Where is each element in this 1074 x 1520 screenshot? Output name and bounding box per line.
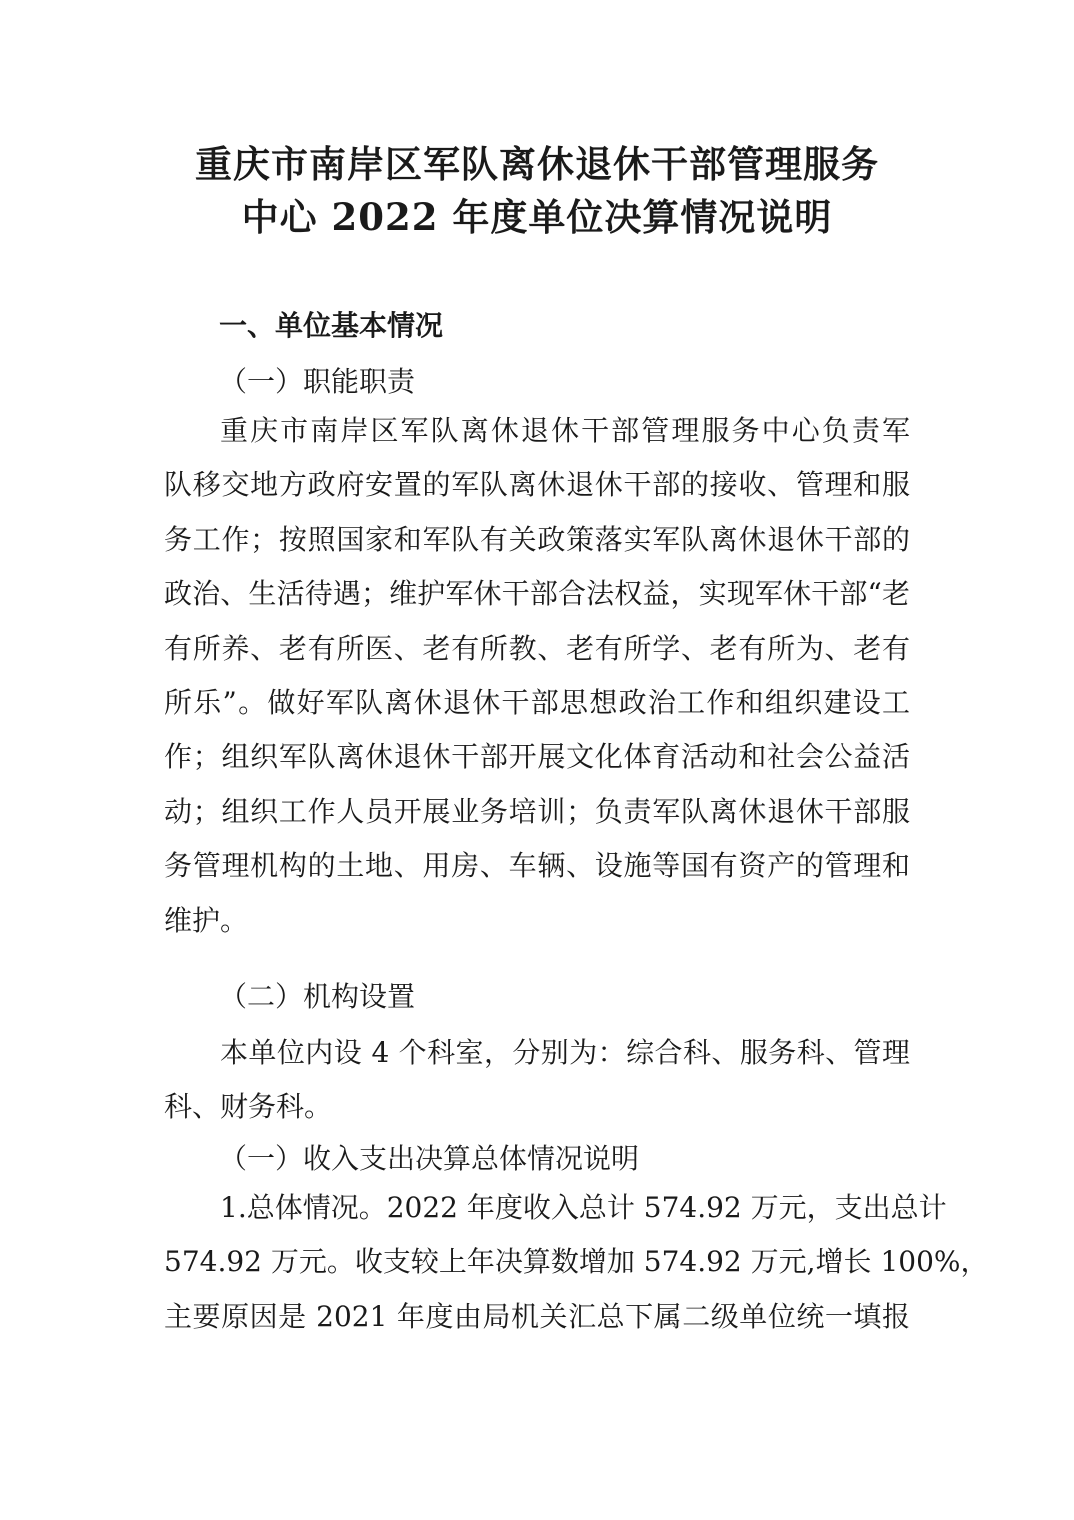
paragraph-line: 1.总体情况。2022 年度收入总计 574.92 万元，支出总计 — [220, 1191, 947, 1224]
document-title-line-1: 重庆市南岸区军队离休退休干部管理服务 — [195, 142, 879, 186]
paragraph-line: 重庆市南岸区军队离休退休干部管理服务中心负责军 — [220, 414, 910, 447]
paragraph-line: 队移交地方政府安置的军队离休退休干部的接收、管理和服 — [164, 468, 910, 502]
paragraph-line: 574.92 万元。收支较上年决算数增加 574.92 万元,增长 100%， — [164, 1245, 989, 1279]
subheading-organization: （二）机构设置 — [219, 980, 416, 1013]
section-heading-basic-info: 一、单位基本情况 — [219, 309, 444, 342]
paragraph-organization — [164, 1026, 910, 1135]
paragraph-functions — [164, 404, 910, 948]
paragraph-line: 科、财务科。 — [164, 1090, 333, 1124]
document-title-line-2: 中心 2022 年度单位决算情况说明 — [241, 195, 833, 239]
subheading-income-expenditure: （一）收入支出决算总体情况说明 — [219, 1142, 640, 1175]
paragraph-line: 有所养、老有所医、老有所教、老有所学、老有所为、老有 — [164, 631, 910, 665]
paragraph-income-expenditure — [164, 1181, 989, 1344]
paragraph-line: 本单位内设 4 个科室，分别为：综合科、服务科、管理 — [220, 1036, 910, 1069]
paragraph-line: 务工作；按照国家和军队有关政策落实军队离休退休干部的 — [164, 522, 910, 556]
paragraph-line: 维护。 — [164, 903, 249, 937]
paragraph-line: 动；组织工作人员开展业务培训；负责军队离休退休干部服 — [164, 794, 910, 828]
paragraph-line: 所乐”。做好军队离休退休干部思想政治工作和组织建设工 — [164, 685, 910, 719]
paragraph-line: 主要原因是 2021 年度由局机关汇总下属二级单位统一填报 — [164, 1299, 910, 1333]
paragraph-line: 务管理机构的土地、用房、车辆、设施等国有资产的管理和 — [164, 849, 910, 883]
paragraph-line: 政治、生活待遇；维护军休干部合法权益，实现军休干部“老 — [164, 577, 910, 611]
subheading-functions: （一）职能职责 — [219, 365, 416, 398]
paragraph-line: 作；组织军队离休退休干部开展文化体育活动和社会公益活 — [164, 740, 910, 774]
